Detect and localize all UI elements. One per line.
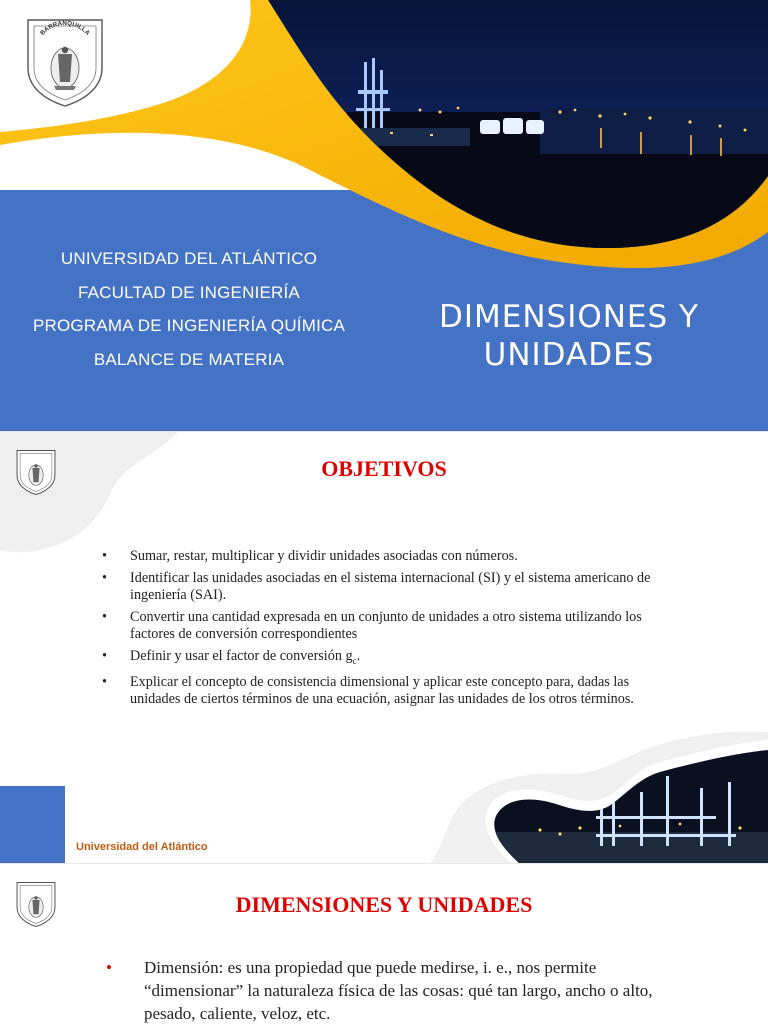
definition-item xyxy=(106,956,696,1024)
university-name: UNIVERSIDAD DEL ATLÁNTICO xyxy=(60,249,318,268)
faculty-name: FACULTAD DE INGENIERÍA xyxy=(78,282,300,302)
objective-text: Definir y usar el factor de conversión g xyxy=(130,647,353,664)
footer-university-name: Universidad del Atlántico xyxy=(76,841,208,853)
presentation-title xyxy=(404,298,734,374)
presentation-title-line2: UNIDADES xyxy=(483,337,655,373)
bullet-icon: • xyxy=(102,569,107,586)
objective-item xyxy=(102,609,662,644)
objective-item xyxy=(102,570,662,605)
bullet-icon: • xyxy=(102,673,107,690)
footer-blue-block xyxy=(0,786,65,864)
bullet-icon: • xyxy=(102,647,107,664)
presentation-title-line1: DIMENSIONES Y xyxy=(438,299,699,335)
program-name: PROGRAMA DE INGENIERÍA QUÍMICA xyxy=(32,316,346,335)
dimensions-title: DIMENSIONES Y UNIDADES xyxy=(235,892,533,917)
gc-subscript: c xyxy=(352,655,357,666)
university-info xyxy=(0,242,378,376)
definition-text: Dimensión: es una propiedad que puede medirse, i. e., nos permite “dimensionar” la naturaleza física de las cosas: qué tan largo, ancho o alto, pesado, caliente, veloz, etc. xyxy=(144,958,653,1023)
bullet-icon: • xyxy=(102,608,107,625)
title-slide xyxy=(0,0,768,432)
course-name: BALANCE DE MATERIA xyxy=(93,349,285,369)
objectives-title: OBJETIVOS xyxy=(321,456,447,481)
objectives-slide xyxy=(0,432,768,864)
objective-text: Sumar, restar, multiplicar y dividir unidades asociadas con números. xyxy=(130,548,518,564)
objective-text: Convertir una cantidad expresada en un conjunto de unidades a otro sistema utilizando los factores de conversión correspondientes xyxy=(130,608,642,642)
objective-text-end: . xyxy=(356,647,361,664)
objective-text: Explicar el concepto de consistencia dimensional y aplicar este concepto para, dadas las unidades de ciertos términos de una ecuación, asignar las unidades de los otros términos. xyxy=(130,673,634,708)
university-seal-logo xyxy=(24,16,106,108)
objective-text: Identificar las unidades asociadas en el sistema internacional (SI) y el sistema americano de ingeniería (SAI). xyxy=(130,569,651,603)
svg-text:BARRANQUILLA: BARRANQUILLA xyxy=(39,19,91,37)
objective-item xyxy=(102,548,662,566)
dimensions-list xyxy=(106,956,696,1024)
bullet-icon: • xyxy=(106,958,112,977)
objectives-list xyxy=(102,548,662,713)
bullet-icon: • xyxy=(102,548,107,564)
dimensions-slide xyxy=(0,864,768,1024)
objective-item xyxy=(102,648,662,670)
objective-item xyxy=(102,674,662,709)
